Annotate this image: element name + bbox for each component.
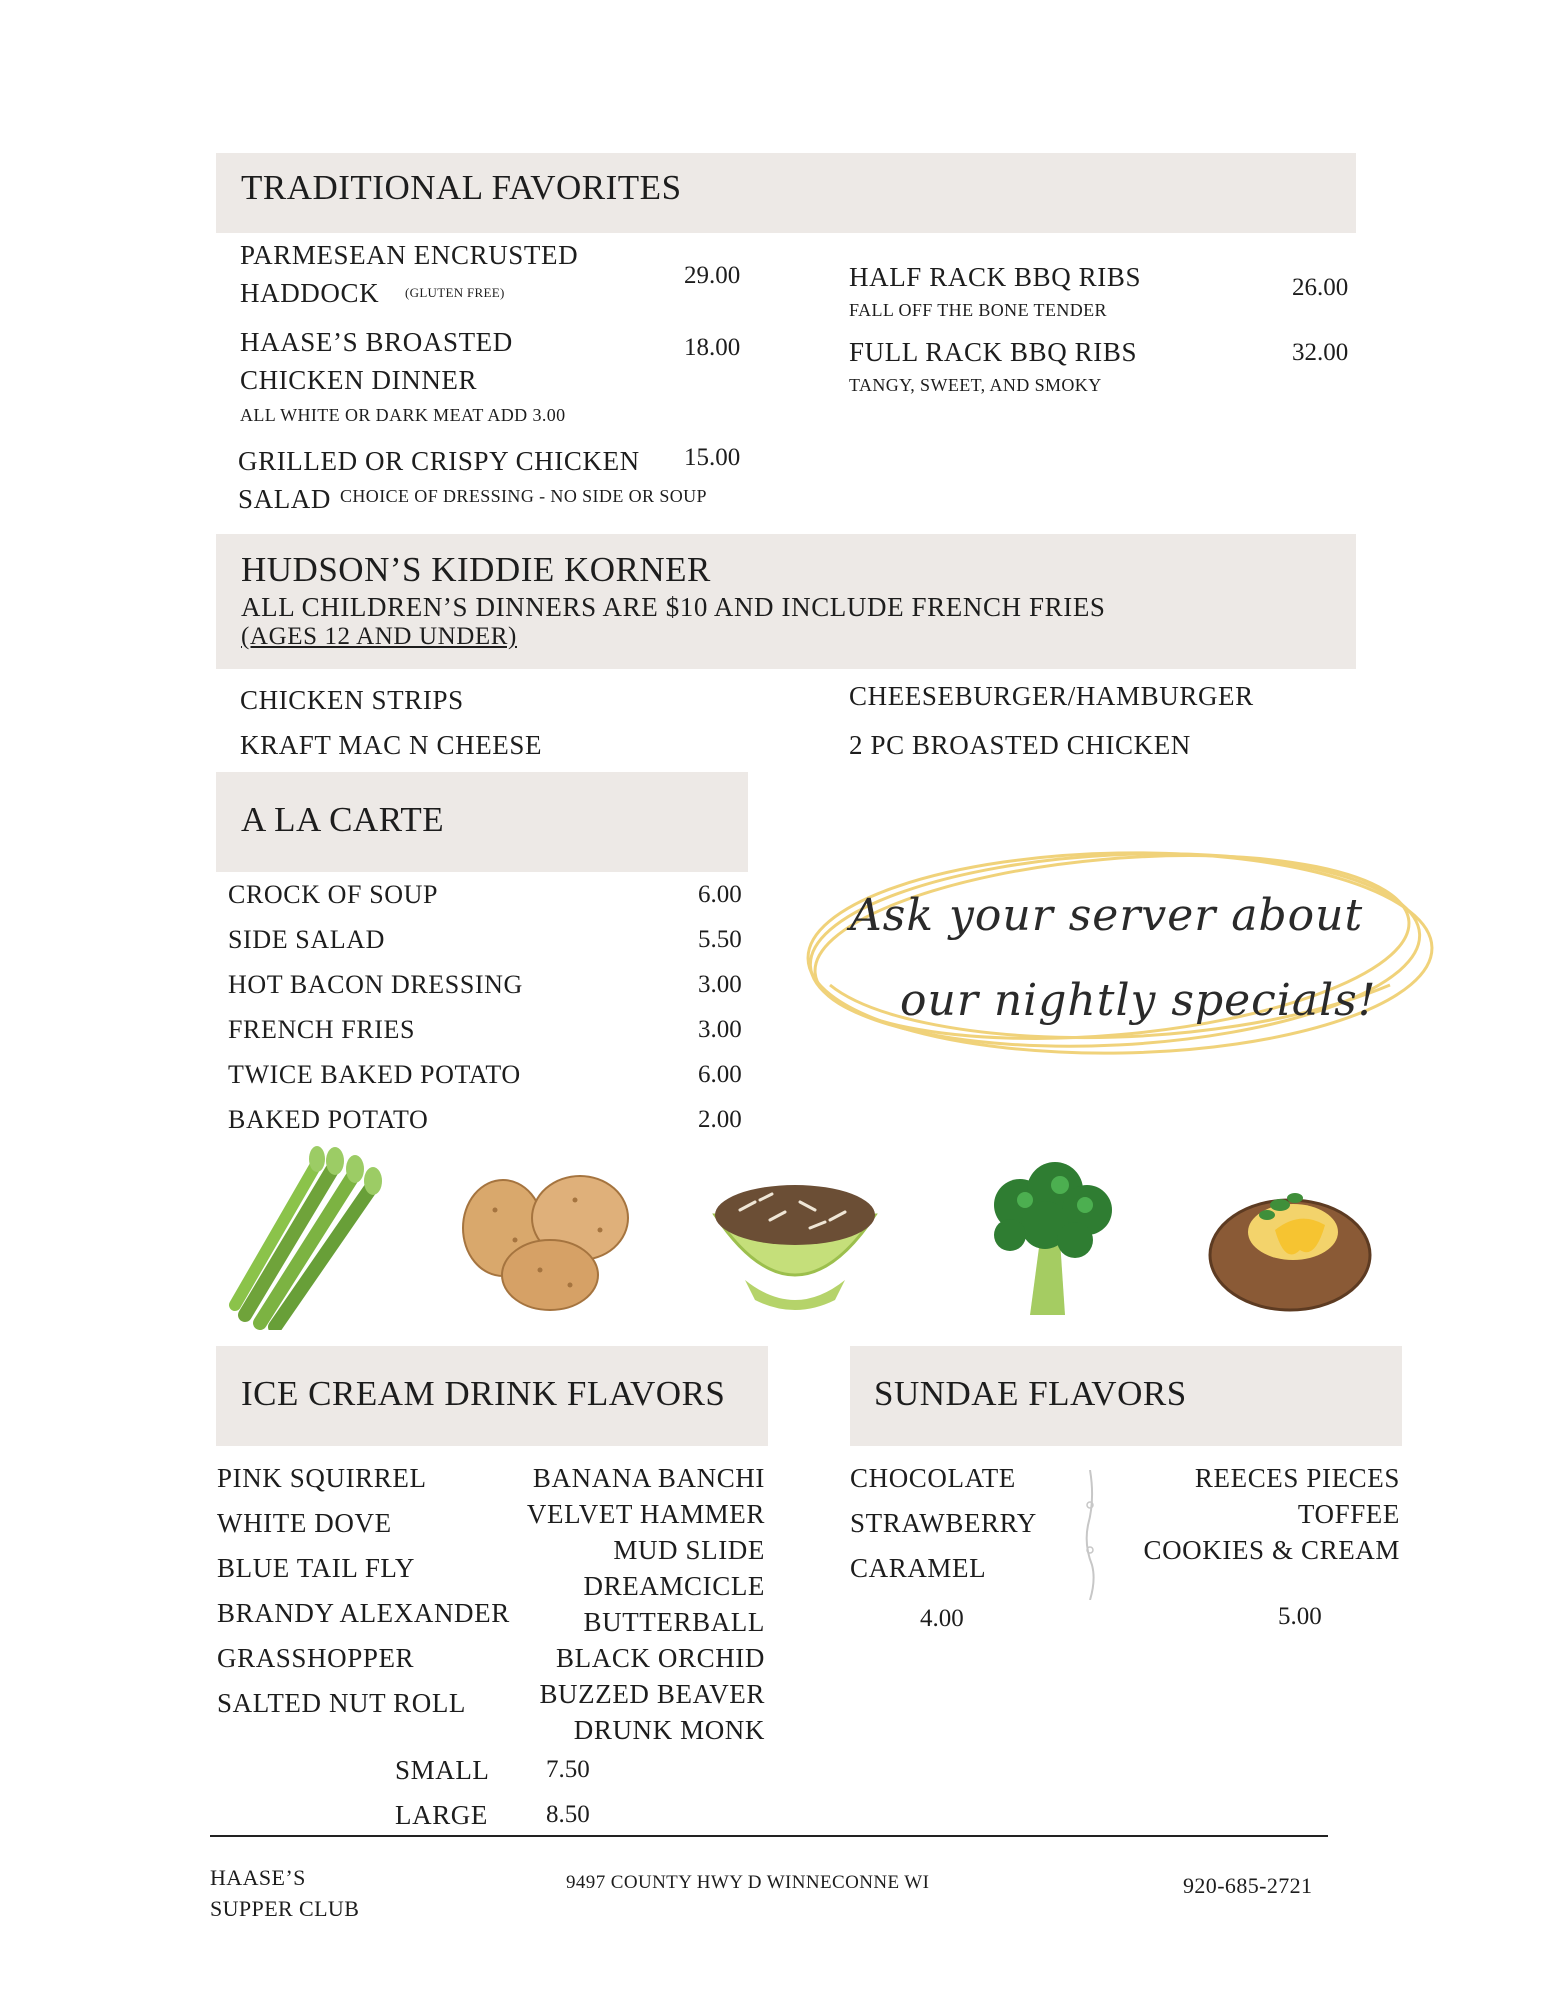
ice-cream-flavor: BUZZED BEAVER [539, 1679, 765, 1709]
footer-name-line1: HAASE’S [210, 1865, 306, 1890]
half-rack-price: 26.00 [1292, 274, 1349, 301]
sundae-flavor: TOFFEE [1297, 1499, 1400, 1529]
haddock-note: (GLUTEN FREE) [405, 285, 505, 300]
footer-divider [210, 1835, 1328, 1837]
section-title-traditional: TRADITIONAL FAVORITES [241, 168, 682, 207]
kiddie-item: CHICKEN STRIPS [240, 685, 464, 715]
kiddie-item: CHEESEBURGER/HAMBURGER [849, 681, 1254, 711]
chicken-note: ALL WHITE OR DARK MEAT ADD 3.00 [240, 405, 566, 425]
section-title-kiddie: HUDSON’S KIDDIE KORNER [241, 550, 711, 589]
a-la-carte-item: SIDE SALAD [228, 925, 385, 954]
sundae-flavor: STRAWBERRY [850, 1508, 1037, 1538]
a-la-carte-price: 5.50 [698, 926, 742, 953]
size-large-label: LARGE [395, 1800, 488, 1830]
chicken-name-line2: CHICKEN DINNER [240, 365, 478, 395]
asparagus-icon [225, 1145, 385, 1330]
kiddie-ages: (AGES 12 AND UNDER) [241, 623, 517, 650]
ice-cream-flavor: DRUNK MONK [573, 1715, 765, 1745]
full-rack-note: TANGY, SWEET, AND SMOKY [849, 375, 1102, 395]
size-large-price: 8.50 [546, 1801, 590, 1828]
ice-cream-flavor: PINK SQUIRREL [217, 1463, 427, 1493]
sundae-price-right: 5.00 [1278, 1603, 1322, 1630]
a-la-carte-item: HOT BACON DRESSING [228, 970, 523, 999]
ice-cream-flavor: BUTTERBALL [583, 1607, 765, 1637]
salad-price: 15.00 [684, 444, 741, 471]
sundae-flavor: COOKIES & CREAM [1143, 1535, 1400, 1565]
ice-cream-flavor: DREAMCICLE [583, 1571, 765, 1601]
kiddie-subtitle: ALL CHILDREN’S DINNERS ARE $10 AND INCLUDE FRENCH FRIES [241, 592, 1106, 622]
a-la-carte-price: 6.00 [698, 881, 742, 908]
section-title-a-la-carte: A LA CARTE [241, 800, 445, 839]
ice-cream-flavor: VELVET HAMMER [526, 1499, 765, 1529]
a-la-carte-item: BAKED POTATO [228, 1105, 429, 1134]
ice-cream-flavor: WHITE DOVE [217, 1508, 392, 1538]
ice-cream-flavor: BANANA BANCHI [532, 1463, 765, 1493]
size-small-price: 7.50 [546, 1756, 590, 1783]
specials-scribble-circle [790, 835, 1440, 1065]
full-rack-name: FULL RACK BBQ RIBS [849, 337, 1138, 367]
sundae-price-left: 4.00 [920, 1605, 964, 1632]
sundae-flavor: CARAMEL [850, 1553, 987, 1583]
haddock-price: 29.00 [684, 262, 741, 289]
salad-name-line1: GRILLED OR CRISPY CHICKEN [238, 446, 640, 476]
footer-phone: 920-685-2721 [1183, 1873, 1313, 1898]
sundae-flavor: CHOCOLATE [850, 1463, 1016, 1493]
a-la-carte-price: 3.00 [698, 971, 742, 998]
salad-note: CHOICE OF DRESSING - NO SIDE OR SOUP [340, 486, 707, 506]
haddock-name-line1: PARMESEAN ENCRUSTED [240, 240, 579, 270]
chicken-price: 18.00 [684, 334, 741, 361]
ice-cream-flavor: BLACK ORCHID [556, 1643, 765, 1673]
salad-name-line2: SALAD [238, 484, 332, 514]
wild-rice-icon [710, 1160, 880, 1320]
a-la-carte-item: FRENCH FRIES [228, 1015, 416, 1044]
a-la-carte-price: 6.00 [698, 1061, 742, 1088]
specials-line1: Ask your server about [850, 890, 1364, 941]
section-title-ice-cream: ICE CREAM DRINK FLAVORS [241, 1374, 726, 1413]
size-small-label: SMALL [395, 1755, 490, 1785]
full-rack-price: 32.00 [1292, 339, 1349, 366]
a-la-carte-item: CROCK OF SOUP [228, 880, 439, 909]
kiddie-item: KRAFT MAC N CHEESE [240, 730, 543, 760]
ice-cream-flavor: GRASSHOPPER [217, 1643, 415, 1673]
half-rack-note: FALL OFF THE BONE TENDER [849, 300, 1107, 320]
haddock-name-line2: HADDOCK [240, 278, 380, 308]
potatoes-icon [455, 1170, 635, 1315]
a-la-carte-price: 2.00 [698, 1106, 742, 1133]
a-la-carte-item: TWICE BAKED POTATO [228, 1060, 521, 1089]
baked-potato-icon [1205, 1170, 1375, 1315]
sundae-flavor: REECES PIECES [1194, 1463, 1400, 1493]
chicken-name-line1: HAASE’S BROASTED [240, 327, 513, 357]
ice-cream-flavor: SALTED NUT ROLL [217, 1688, 467, 1718]
sundae-divider-squiggle [1080, 1470, 1100, 1600]
a-la-carte-price: 3.00 [698, 1016, 742, 1043]
footer-name-line2: SUPPER CLUB [210, 1896, 360, 1921]
ice-cream-flavor: BLUE TAIL FLY [217, 1553, 415, 1583]
ice-cream-flavor: MUD SLIDE [613, 1535, 765, 1565]
ice-cream-flavor: BRANDY ALEXANDER [217, 1598, 510, 1628]
section-title-sundae: SUNDAE FLAVORS [874, 1374, 1187, 1413]
kiddie-item: 2 PC BROASTED CHICKEN [849, 730, 1191, 760]
half-rack-name: HALF RACK BBQ RIBS [849, 262, 1142, 292]
footer-address: 9497 COUNTY HWY D WINNECONNE WI [566, 1872, 930, 1893]
broccoli-icon [985, 1160, 1120, 1320]
specials-line2: our nightly specials! [900, 975, 1377, 1026]
